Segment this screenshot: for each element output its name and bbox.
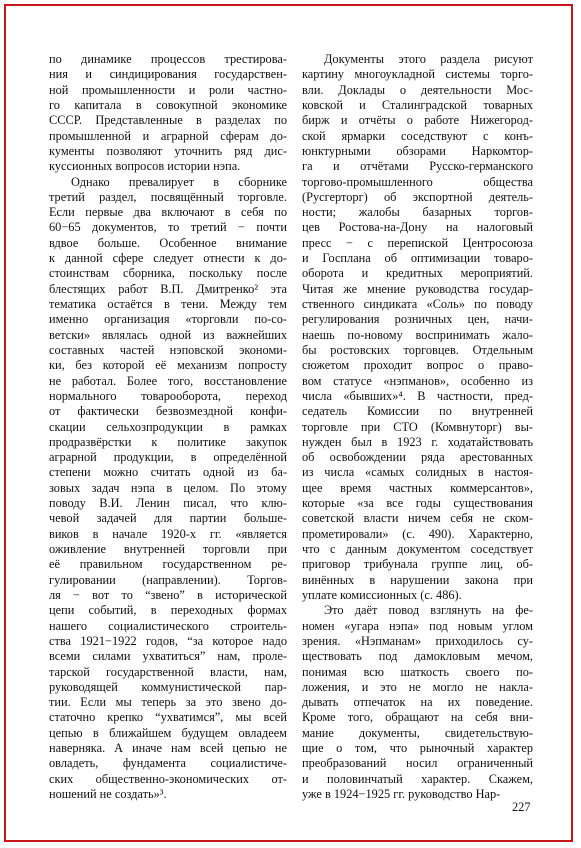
- text-line: дывать отпечаток на их поведение.: [302, 695, 533, 710]
- text-line: вли. Доклады о деятельности Мос-: [302, 82, 533, 97]
- text-line: ки, без которой её механизм попросту: [49, 358, 287, 373]
- text-line: Однако превалирует в сборнике: [71, 174, 287, 189]
- text-line: ности; жалобы базарных торгов-: [302, 205, 533, 220]
- text-line: оборота и кредитных мероприятий.: [302, 266, 533, 281]
- text-line: третий раздел, посвящённый торговле.: [49, 189, 287, 204]
- text-line: оживление внутренней торговли при: [49, 542, 287, 556]
- text-line: к данной сфере следует отнести к до-: [49, 251, 287, 266]
- text-line: ских общественно-экономических от-: [49, 771, 287, 786]
- text-line: ковской и Сталинградской товарных: [302, 97, 533, 112]
- text-line: степени можно считать одной из ба-: [49, 465, 287, 480]
- text-line: номен «угара нэпа» под новым углом: [302, 618, 533, 633]
- text-line: ной промышленности и роли частно-: [49, 82, 287, 97]
- text-line: что с данным документом соседствует: [302, 542, 533, 556]
- text-line: ветски» являлась одной из важнейших: [49, 327, 287, 342]
- text-line: щие о том, что рыночный характер: [302, 741, 533, 756]
- text-line: нужден был в 1923 г. ходатайствовать: [302, 434, 533, 449]
- text-line: всеми силами ухватиться” нам, проле-: [49, 649, 287, 664]
- text-line: Это даёт повод взглянуть на фе-: [324, 603, 533, 618]
- text-line: цепью в ближайшем будущем овладеем: [49, 725, 287, 740]
- text-line: аграрной продукции, в определённой: [49, 450, 287, 465]
- text-line: из числа «самых солидных в настоя-: [302, 465, 533, 480]
- text-line: по динамике процессов трестирова-: [49, 52, 287, 66]
- text-line: которые «за все годы существования: [302, 496, 533, 511]
- text-line: наверняка. А иначе нам всей цепью не: [49, 741, 287, 756]
- right-column: [302, 52, 533, 802]
- text-line: прометировали» (с. 490). Характерно,: [302, 526, 533, 541]
- left-column: [49, 52, 287, 802]
- text-line: тарской государственной власти, нам,: [49, 664, 287, 679]
- text-line: сюжетом проходит вопрос о право-: [302, 358, 533, 373]
- text-line: тии. Если мы теперь за это звено до-: [49, 695, 287, 710]
- text-line: виков в начале 1920-х гг. «является: [49, 526, 287, 541]
- text-line: наешь по-новому воспринимать жало-: [302, 327, 533, 342]
- text-line: не работал. Более того, восстановление: [49, 373, 287, 388]
- text-line: ществовать под дамокловым мечом,: [302, 649, 533, 664]
- text-line: чевой задачей для партии больше-: [49, 511, 287, 526]
- text-line: щее время частных коммерсантов»,: [302, 480, 533, 495]
- text-line: Документы этого раздела рисуют: [324, 52, 533, 66]
- text-line: её правильном государственном ре-: [49, 557, 287, 572]
- text-line: и половинчатый характер. Скажем,: [302, 771, 533, 786]
- text-line: стоинствам сборника, поскольку после: [49, 266, 287, 281]
- text-line: Кроме того, обращают на себя вни-: [302, 710, 533, 725]
- text-line: регулирования розничных цен, начи-: [302, 312, 533, 327]
- text-line: га и отчётами Русско-германского: [302, 159, 533, 174]
- text-line: блестящих работ В.П. Дмитренко² эта: [49, 281, 287, 296]
- text-line: продразвёрстки к политике закупок: [49, 434, 287, 449]
- text-line: понимая всю шаткость своего по-: [302, 664, 533, 679]
- text-line: тематика остаётся в тени. Между тем: [49, 297, 287, 311]
- text-line: ношений не создать»³.: [49, 787, 167, 801]
- text-line: (Русгерторг) об экспортной деятель-: [302, 189, 533, 204]
- text-line: руководящей коммунистической пар-: [49, 679, 287, 694]
- text-line: ской ярмарки соседствуют с конъ-: [302, 128, 533, 143]
- text-line: преобразований носил ограниченный: [302, 756, 533, 771]
- text-line: СССР. Представленные в разделах по: [49, 113, 287, 128]
- text-line: бирж и отчёты о работе Нижегород-: [302, 113, 533, 128]
- text-line: ля − вот то “звено” в исторической: [49, 587, 287, 602]
- text-line: Если первые два включают в себя по: [49, 205, 287, 220]
- text-line: промышленной и аграрной сферам до-: [49, 128, 287, 143]
- text-line: 60−65 документов, то третий − почти: [49, 220, 287, 235]
- text-line: куссионных вопросов истории нэпа.: [49, 159, 241, 174]
- text-line: нормального товарооборота, переход: [49, 388, 287, 403]
- text-line: винённых в нарушении закона при: [302, 572, 533, 587]
- text-line: ственного синдиката «Соль» по поводу: [302, 297, 533, 311]
- text-line: ства 1921−1922 годов, “за которое надо: [49, 633, 287, 648]
- text-line: Читая же мнение руководства государ-: [302, 281, 533, 296]
- text-line: нашего социалистического строитель-: [49, 618, 287, 633]
- text-line: уже в 1924−1925 гг. руководство Нар-: [302, 787, 501, 801]
- text-line: ния и синдицирования государствен-: [49, 67, 287, 82]
- text-line: зовых задач нэпа в целом. По этому: [49, 480, 287, 495]
- text-line: зрения. «Нэпманам» приходилось су-: [302, 633, 533, 648]
- text-line: го капитала в совокупной экономике: [49, 97, 287, 112]
- text-line: торговле при СТО (Комвнуторг) вы-: [302, 419, 533, 434]
- text-line: числа «бывших»⁴. В частности, пред-: [302, 388, 533, 403]
- text-line: вдвое больше. Особенное внимание: [49, 235, 287, 250]
- text-line: цепи событий, в переходных формах: [49, 603, 287, 618]
- text-line: советской власти ничем себя не ском-: [302, 511, 533, 526]
- text-line: статочно крепко “ухватимся”, мы всей: [49, 710, 287, 725]
- text-line: бы ростовских торговцев. Отдельным: [302, 342, 533, 357]
- text-line: седатель Комиссии по внутренней: [302, 404, 533, 419]
- text-line: скации сельхозпродукции в рамках: [49, 419, 287, 434]
- text-line: юнктурными обзорами Наркомтор-: [302, 143, 533, 158]
- text-line: мание документы, свидетельствую-: [302, 725, 533, 740]
- text-line: поводу В.И. Ленин писал, что клю-: [49, 496, 287, 511]
- text-line: об освобождении ряда арестованных: [302, 450, 533, 465]
- text-line: пресс − с перепиской Центросоюза: [302, 235, 533, 250]
- text-line: и Госплана об оптимизации товаро-: [302, 251, 533, 266]
- page-number: 227: [512, 800, 531, 814]
- text-line: уплате комиссионных (с. 486).: [302, 587, 462, 602]
- text-line: от фактически безвозмездной конфи-: [49, 404, 287, 419]
- text-line: составных частей нэповской экономи-: [49, 342, 287, 357]
- text-line: приговор трибунала группе лиц, об-: [302, 557, 533, 572]
- text-line: гулировании (направлении). Торгов-: [49, 572, 287, 587]
- text-line: торгово-промышленного общества: [302, 174, 533, 189]
- text-line: именно организация «торговли по-со-: [49, 312, 287, 327]
- text-line: кументы позволяют уточнить ряд дис-: [49, 143, 287, 158]
- text-line: овладеть, фундамента социалистиче-: [49, 756, 287, 771]
- text-line: цев Ростова-на-Дону на налоговый: [302, 220, 533, 235]
- text-line: вом статусе «нэпманов», особенно из: [302, 373, 533, 388]
- text-line: картину многоукладной системы торго-: [302, 67, 533, 82]
- text-line: ложения, и это не могло не накла-: [302, 679, 533, 694]
